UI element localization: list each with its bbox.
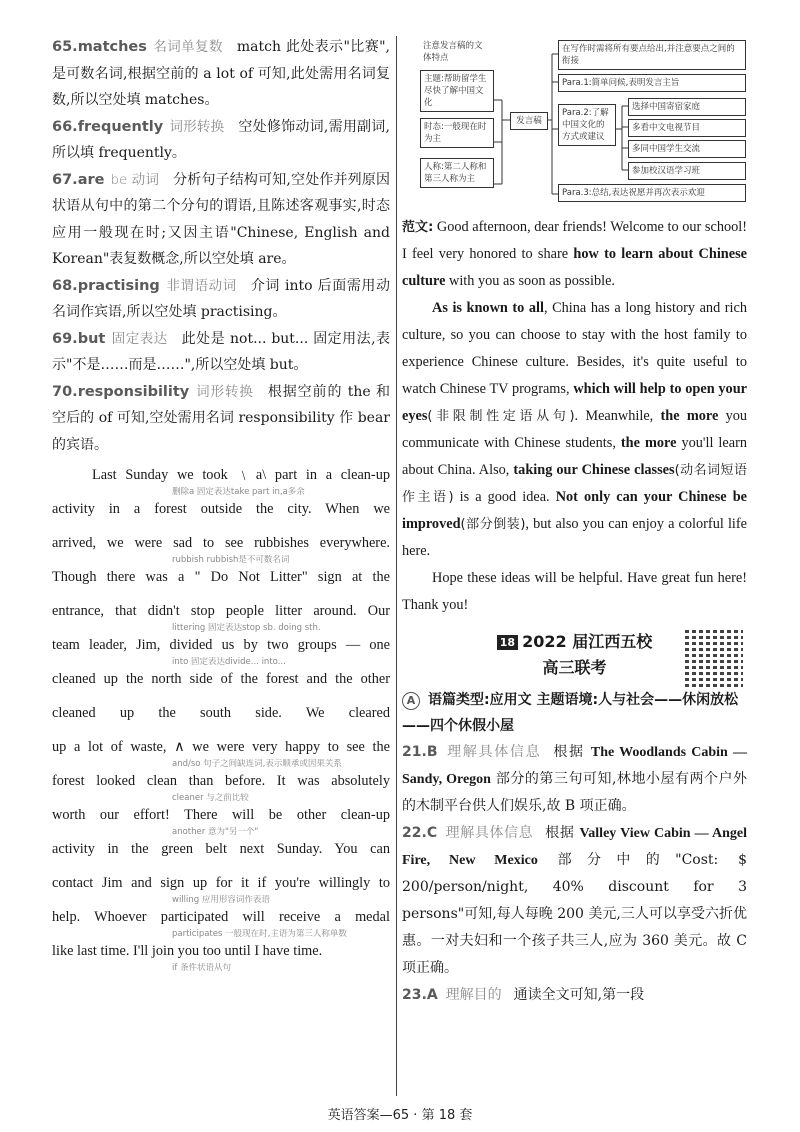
answer-explanation: 通读全文可知,第一段 [513,987,645,1003]
answer-item [52,326,390,379]
genre-text: 语篇类型:应用文 主题语境:人与社会——休闲放松——四个休假小屋 [402,692,739,734]
essay-line: worth our effort! There will be other clean-up [52,807,390,823]
answer-item [52,34,390,114]
mm-tip-a: 选择中国寄宿家庭 [628,98,746,116]
essay-correction-note: another 意为"另一个" [172,827,259,837]
essay-line: help. Whoever participated will receive a medal [52,909,390,925]
mm-tip-b: 多看中文电视节目 [628,119,746,137]
section-18-heading [402,629,747,681]
section-title-1: 2022 届江西五校 [522,632,653,651]
essay-line: cleaned up the south side. We cleared [52,705,390,721]
answer-explanation: 空处修饰动词,需用副词,所以填 frequently。 [52,118,390,161]
answer-category: 非谓语动词 [165,277,237,294]
fanwen-p2-e: . Meanwhile, [574,408,654,424]
model-essay [402,214,747,619]
essay-line: contact Jim and sign up for it if you're willingly to [52,875,390,891]
mm-para1: Para.1:简单问候,表明发言主旨 [558,74,746,92]
answer-bold-ref: The Woodlands Cabin — Sandy, Oregon [402,745,748,787]
essay-correction-note: rubbish rubbish是不可数名词 [172,555,290,565]
page-footer: 英语答案—65 · 第 18 套 [327,1108,473,1123]
essay-line: like last time. I'll join you too until I have time. [52,943,323,959]
answer-category: 理解具体信息 [445,744,542,760]
essay-line: forest looked clean than before. It was absolutely [52,773,390,789]
essay-line: activity in the green belt next Sunday. You can [52,841,390,857]
genre-line [402,687,747,739]
column-divider [396,36,397,1096]
essay-correction-note: willing 应用形容词作表语 [172,895,270,905]
answer-number: 66. [52,118,78,135]
answer-word: responsibility [77,383,190,400]
answer-number: 70. [52,383,78,400]
answer-number: 23. [402,987,427,1003]
answer-word: matches [77,39,147,55]
fanwen-p2-bold-f: the more [660,408,719,424]
answer-category: 固定表达 [111,330,168,347]
answer-pre: 根据 [553,744,591,760]
essay-line: Though there was a " Do Not Litter" sign at the [52,569,390,585]
answer-explanation: 此处是 not... but... 固定用法,表示"不是……而是……",所以空处填 but。 [52,330,390,373]
essay-correction-note: and/so 句子之间缺连词,表示顺承或因果关系 [172,759,342,769]
fanwen-p2-bold-a: As is known to all [432,300,544,316]
answer-number: 69. [52,330,78,347]
answer-explanation: 分析句子结构可知,空处作并列原因状语从句中的第二个分句的谓语,且陈述客观事实,时态应用一般现在时;又因主语"Chinese, English and Korean"表复数概念,所以空处填 are。 [52,171,390,267]
mind-map [402,34,747,216]
fanwen-note-2: (动名词短语作主语) [402,463,747,505]
corrected-essay [52,464,390,974]
answer-letter: B [426,744,438,760]
fanwen-p2-g: you communicate with Chinese students, [402,408,748,451]
qr-code-icon[interactable] [685,629,743,687]
answer-explanation: 根据空前的 the 和空后的 of 可知,空处需用名词 responsibility 作 bear 的宾语。 [52,383,391,453]
fanwen-label: 范文: [402,220,434,235]
fanwen-note-1: (非限制性定语从句) [427,409,575,424]
mm-person: 人称:第二人称和第三人称为主 [420,158,494,188]
mm-para2: Para.2:了解中国文化的方式或建议 [558,104,616,146]
essay-line: team leader, Jim, divided us by two groups — one [52,637,390,653]
essay-line: entrance, that didn't stop people litter around. Our [52,603,390,619]
fanwen-note-3: (部分倒装) [460,517,526,532]
fanwen-p2-bold-h: the more [620,435,677,451]
essay-correction-note [52,691,390,702]
answer-bold-ref: Valley View Cabin — Angel Fire, New Mexico [402,826,748,868]
essay-correction-note [52,521,390,532]
answer-number: 65. [52,39,78,55]
answer-category: 词形转换 [169,118,225,135]
essay-correction-note: cleaner 与之前比较 [172,793,249,803]
mm-tense: 时态:一般现在时为主 [420,118,494,148]
answer-pre: 根据 [545,825,580,841]
answer-word: practising [77,277,160,294]
essay-line: arrived, we were sad to see rubbishes everywhere. [52,535,390,551]
answer-word: are [77,171,105,188]
essay-correction-note [52,861,390,872]
answer-explanation: 部分中的"Cost: $ 200/person/night, 40% discount for 3 persons"可知,每人每晚 200 美元,三人可以享受六折优惠。一对夫妇和一个孩子共三人,应为 360 美元。故 C 项正确。 [402,852,747,976]
answer-word: but [77,330,106,347]
answer-letter: C [426,825,438,841]
essay-line: up a lot of waste, ∧ we were very happy to see the [52,739,390,755]
set-badge: 18 [497,635,518,650]
answer-explanation: match 此处表示"比赛",是可数名词,根据空前的 a lot of 可知,此处需用名词复数,所以空处填 matches。 [52,39,391,108]
essay-line: Last Sunday we took ﹨a\ part in a clean-up [92,467,390,483]
answer-category: be 动词 [110,171,160,188]
answer-item [52,167,390,273]
fanwen-p1-bold: how to learn about Chinese culture [402,246,747,289]
left-column [52,34,390,974]
mm-tip-c: 多同中国学生交流 [628,140,746,158]
answer-item [52,379,390,459]
fanwen-p2-bold-c: which will help to open your eyes [402,381,748,424]
fanwen-p2-o: , but also you can enjoy a colorful life here. [402,516,747,559]
answer-category: 名词单复数 [152,39,223,55]
essay-correction-note [52,589,390,600]
fanwen-p2-bold-m: Not only can your Chinese be improved [402,489,747,532]
fanwen-p3: Hope these ideas will be helpful. Have great fun here! Thank you! [402,570,747,613]
answer-category: 理解目的 [445,987,502,1003]
fanwen-p1-end: with you as soon as possible. [449,273,615,289]
fanwen-p1: Good afternoon, dear friends! Welcome to our school! I feel very honored to share [402,219,748,262]
answer-number: 68. [52,277,78,294]
mm-tip-d: 参加校汉语学习班 [628,162,746,180]
mm-writing-tip: 在写作时需将所有要点给出,并注意要点之间的衔接 [558,40,746,70]
answer-word: frequently [77,118,164,135]
section-a-icon: A [402,692,420,710]
right-column [402,34,747,1009]
answer-explanation: 部分的第三句可知,林地小屋有两个户外的木制平台供人们娱乐,故 B 项正确。 [402,771,748,814]
answer-number: 67. [52,171,78,188]
essay-correction-note: littering 固定表达stop sb. doing sth. [172,623,321,633]
answer-category: 词形转换 [195,383,254,400]
fanwen-p2-i: you'll learn about China. Also, [402,435,748,478]
answer-item [402,739,747,820]
answer-item [52,114,390,167]
mm-style-note: 注意发言稿的文体特点 [420,38,492,66]
answer-item [402,982,747,1009]
fanwen-p2-b: , China has a long history and rich culture, so you can choose to stay with the host family to experience Chinese culture. Besides, it's quite useful to watch Chinese TV programs, [402,300,747,397]
answer-letter: A [426,987,438,1003]
essay-correction-note [52,725,390,736]
essay-line: cleaned up the north side of the forest and the other [52,671,390,687]
answer-category: 理解具体信息 [445,825,534,841]
fanwen-p2-bold-j: taking our Chinese classes [513,462,675,478]
answer-explanation: 介词 into 后面需用动名词作宾语,所以空处填 practising。 [52,277,390,320]
mm-para3: Para.3:总结,表达祝愿并再次表示欢迎 [558,184,746,202]
section-title-2: 高三联考 [542,658,607,677]
essay-correction-note: participates 一般现在时,主语为第三人称单数 [172,929,347,939]
fanwen-p2-l: is a good idea. [459,489,550,505]
essay-line: activity in a forest outside the city. When we [52,501,390,517]
answer-item [402,820,747,982]
answer-number: 22. [402,825,427,841]
mm-center: 发言稿 [510,112,548,130]
mm-topic: 主题:帮助留学生尽快了解中国文化 [420,70,494,112]
essay-correction-note: into 固定表达divide... into... [172,657,286,667]
answer-item [52,273,390,326]
essay-correction-note: if 条件状语从句 [172,963,232,973]
essay-correction-note: 删除a 固定表达take part in,a多余 [172,487,305,497]
answer-number: 21. [402,744,427,760]
